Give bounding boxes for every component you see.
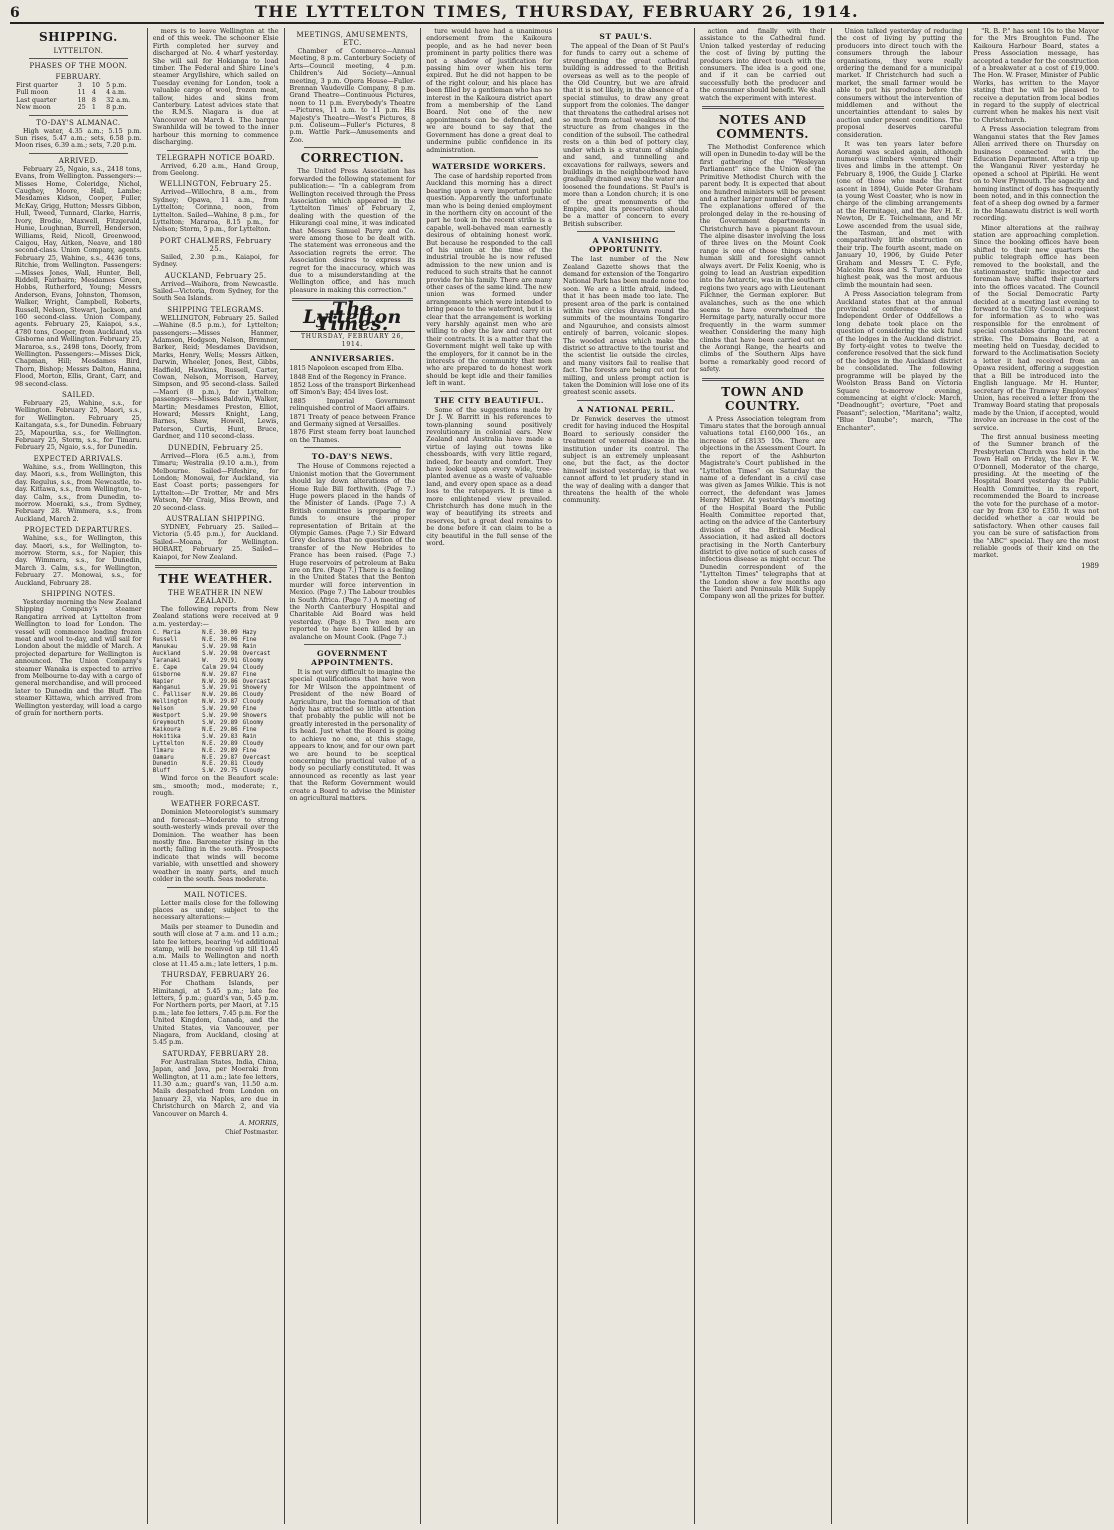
column7-text-2: It was ten years later before Aorangi was scaled again, although numerous climbers ventured their lives and limbs in the attempt. On February 8, 1906, the Guide J. Clarke (one of those who made the first ascent in 1894), Guide Peter Graham (a young West Coaster, who is now in charge of the climbing arrangements at the Hermitage), and the Rev H. E. Newton, Dr E. Teichelmann, and Mr Lowe ascended from the usual side, the Tasman, and met with comparatively little obstruction on their trip. The fourth ascent, made on January 10, 1906, by Guide Peter Graham and Messrs T. C. Fyfe, Malcolm Ross and S. Turner, on the highest peak, was the most arduous climb the mountain had seen. (836, 140, 963, 289)
national-peril-heading: A NATIONAL PERIL. (577, 404, 675, 414)
weather-cell-s: Wanganui (152, 685, 181, 692)
weather-cell-w: S.W. (202, 706, 217, 713)
almanac-heading: TO-DAY'S ALMANAC. (36, 118, 121, 127)
weather-cell-s: Kaikoura (152, 726, 181, 733)
waterside-heading: WATERSIDE WORKERS. (432, 161, 547, 171)
moon-cell-phase: Last quarter (16, 95, 57, 104)
moon-cell-m: 8 p.m. (106, 103, 127, 112)
weather-cell-b: 29.87 (220, 671, 238, 678)
weather-row (153, 734, 279, 741)
weather-cell-s: C. Palliser (152, 692, 192, 699)
column8-text-3: Minor alterations at the railway station are approaching completion. Since the booking offices have been shifted to their new quarters the public telegraph office has been removed to the bookstall, and the stationmaster, traffic inspector and foreman have shifted their quarters into the offices vacated. The Council of the Social Democratic Party decided at a meeting last evening to forward to the City Council a request for information as to who was responsible for the enrolment of special constables during the recent strike. The Domains Board, at a meeting held on Tuesday, decided to forward to the Acclimatisation Society a letter it had received from an Opawa resident, offering a suggestion that a Bill be introduced into the English language. Mr H. Hunter, secretary of the Tramway Employees' Union, has received a letter from the Tramway Board stating that proposals made by the Union, if accepted, would involve an increase in the cost of the service. (973, 223, 1099, 432)
weather-row (153, 706, 279, 713)
divider (440, 391, 538, 392)
australian-shipping-text: SYDNEY, February 25. Sailed—Victoria (5.45 p.m.), for Auckland. Sailed—Moana, for Wellington. HOBART, February 25. Sailed—Kaiapoi, for New Zealand. (152, 522, 279, 561)
moon-cell-h: 1 (91, 103, 96, 112)
city-beautiful-heading: THE CITY BEAUTIFUL. (434, 395, 545, 405)
sailed-heading: SAILED. (61, 391, 95, 400)
weather-cell-b: 29.91 (220, 657, 238, 664)
wellington-text: Arrived—Willochra, 8 a.m., from Sydney; Opawa, 11 a.m., from Lyttelton; Corinna, noon, from Lyttelton. Sailed—Wahine, 8 p.m., for Lyttelton; Mararoa, 8.15 p.m., for Nelson; Storm, 5 p.m., for Lyttelton. (152, 188, 279, 234)
moon-cell-d: 18 (77, 95, 86, 104)
weather-cell-s: Oamaru (152, 754, 174, 761)
shipping-heading: SHIPPING. (39, 30, 118, 44)
weather-cell-c: Rain (242, 733, 257, 740)
moon-cell-m: 5 p.m. (106, 81, 127, 89)
mail-text: Mails per steamer to Dunedin and south will close at 7 a.m. and 11 a.m.; late fee letters, bearing ½d additional stamp, will be received up till 11.45 a.m. Mails to Wellington and north close at 11.45 a.m.; late letters, 1 p.m. (152, 922, 279, 968)
weather-cell-s: Manukau (152, 644, 178, 650)
meetings-text: Chamber of Commerce—Annual Meeting, 8 p.m. Canterbury Society of Arts—Council meeting, 4 p.m. Children's Aid Society—Annual meeting, 3 p.m. Opera House—Fuller-Brennan Vaudeville Company, 8 p.m. Grand Theatre—Continuous Pictures, noon to 11 p.m. Everybody's Theatre—Pictures, 11 a.m. to 11 p.m. His Majesty's Theatre—West's Pictures, 8 p.m. Coliseum—Fuller's Pictures, 8 p.m. Wattle Park—Amusements and Zoo. (289, 47, 416, 144)
saturday-heading: SATURDAY, FEBRUARY 28. (162, 1049, 270, 1058)
moon-cell-h: 8 (91, 95, 96, 104)
weather-cell-w: N.E. (202, 761, 217, 768)
weather-cell-b: 29.91 (220, 685, 238, 692)
weather-row (153, 741, 279, 748)
moon-heading: PHASES OF THE MOON. (29, 62, 128, 70)
weather-cell-c: Cloudy (242, 768, 264, 775)
weather-cell-c: Fine (242, 726, 257, 733)
weather-cell-s: Greymouth (152, 719, 185, 726)
weather-cell-b: 29.89 (220, 740, 238, 747)
thursday-text: For Chatham Islands, per Himitangi, at 5.45 p.m.; late fee letters, 5 p.m.; guard's van, 5.45 p.m. For Northern ports, per Maori, at 7.15 p.m.; late fee letters, 7.45 p.m. For the United Kingdom, Canada, and the United States, via Vancouver, per Niagara, from Auckland, closing at 5.45 p.m. (152, 979, 279, 1047)
weather-cell-w: S.W. (202, 685, 217, 692)
weather-cell-w: N.E. (202, 754, 217, 761)
vanishing-heading: A VANISHING OPPORTUNITY. (589, 236, 663, 255)
auckland-dateline: AUCKLAND, February 25. (164, 271, 267, 280)
weather-cell-w: S.W. (202, 733, 217, 740)
divider (29, 115, 128, 116)
st-pauls-heading: ST PAUL'S. (599, 32, 653, 41)
weather-row (153, 685, 279, 692)
expected-heading: EXPECTED ARRIVALS. (33, 454, 124, 463)
mail-intro: Letter mails close for the following places as under, subject to the necessary alterations:— (152, 898, 279, 922)
telegraph-heading: TELEGRAPH NOTICE BOARD. (156, 153, 275, 162)
weather-note: Wind force on the Beaufort scale: sm., smooth; mod., moderate; r., rough. (152, 774, 279, 798)
weather-cell-w: N.W. (202, 671, 217, 678)
weather-cell-b: 29.98 (220, 644, 238, 650)
column-5 (557, 28, 694, 1524)
weather-cell-w: N.E. (202, 637, 217, 644)
weather-cell-b: 29.87 (220, 699, 238, 706)
column-1 (10, 28, 147, 1524)
month-heading: FEBRUARY. (55, 73, 102, 81)
town-country-heading: TOWN AND COUNTRY. (721, 384, 804, 413)
weather-cell-c: Hazy (242, 630, 257, 637)
weather-cell-c: Overcast (242, 650, 271, 657)
moon-cell-m: 32 a.m. (106, 95, 131, 104)
column7-text-1: Union talked yesterday of reducing the cost of living by putting the producers into direct touch with the consumers through the labour organisations, they were really ordering the demand for a municipal market. If Christchurch had such a market, the small farmer would be able to put his produce before the consumers without the intervention of middlemen and without the uncertainties attendant to sales by auction under present conditions. The proposal deserves careful consideration. (836, 28, 963, 139)
columns (10, 28, 1104, 1524)
flag-date: THURSDAY, FEBRUARY 26, 1914. (290, 331, 416, 350)
weather-cell-c: Cloudy (242, 761, 264, 768)
port-chalmers-text: Sailed, 2.30 p.m., Kaiapoi, for Sydney. (152, 252, 279, 269)
postmaster-name: A. MORRIS, (239, 1119, 279, 1128)
divider (29, 58, 128, 59)
weather-cell-w: N.E. (202, 747, 217, 754)
moon-cell-h: 4 (91, 88, 96, 97)
divider (440, 157, 538, 158)
notes-text: Yesterday morning the New Zealand Shipping Company's steamer Rangatira arrived at Lyttelton from Wellington to load for London. The vessel will commence loading frozen meat and wool to-day, and will sail for London about the middle of March. A projected departure for Wellington is announced. The Union Company's steamer Wanaka is expected to arrive from Melbourne to-day with a cargo of general merchandise, and will proceed later to Dunedin and the Bluff. The steamer Kittawa, which arrived from Wellington yesterday, will load a cargo of grain for northern ports. (15, 597, 142, 718)
weather-subheading: THE WEATHER IN NEW ZEALAND. (168, 588, 264, 605)
weather-cell-b: 29.94 (220, 664, 238, 671)
anniversaries-list (290, 365, 416, 444)
moon-cell-phase: New moon (16, 103, 51, 112)
weather-row (153, 644, 279, 651)
forecast-heading: WEATHER FORECAST. (171, 800, 261, 809)
arrived-text: February 25, Ngaio, s.s., 2418 tons, Evans, from Wellington. Passengers:—Misses Home, Coleridge, Nichol, Caughey, Moore, Hall, Lambe; Mesdames Kidson, Cooper, Fuller, McKay, Grigg, Hutton; Messrs Gibbon, Hull, Tweed, Tunnard, Clarke, Harris, Ivory, Brodie, Maxwell, Fitzgerald, Hume, Loughnan, Burrell, Henderson, Williams, Reid, Nicoll, Greenwood, Caigou, Hay, Aitken, Neave, and 180 second-class. Union Company, agents. February 25, Wahine, s.s., 4436 tons, Ritchie, from Wellington. Passengers:—Misses Jones, Wall, Hunter, Bell, Riddell, Fairbairn; Mesdames Green, Hobbs, Rutherford, Young; Messrs Anderson, Evans, Johnston, Thomson, Walker, Wright, Campbell, Roberts, Russell, Nelson, Stewart, Jackson, and 160 second-class. Union Company, agents. February 25, Kaiapoi, s.s., 4780 tons, Cooper, from Auckland, via Gisborne and Wellington. February 25, Mararoa, s.s., 2498 tons, Doorly, from Wellington. Passengers:—Misses Dick, Chapman, Hill; Mesdames Bird, Thorn, Bishop; Messrs Dalton, Hanna, Flood, Morton, Ellis, Grant, Carr, and 98 second-class. (15, 164, 142, 388)
weather-row (153, 720, 279, 727)
weather-cell-w: Calm (202, 664, 217, 671)
divider (577, 400, 675, 401)
weather-row (153, 637, 279, 644)
weather-row (153, 755, 279, 762)
anniversary-item: 1876 First steam ferry boat launched on the Thames. (289, 428, 416, 444)
weather-cell-s: Auckland (152, 650, 181, 657)
waterside-text: The case of hardship reported from Auckland this morning has a direct bearing upon a very important public question. Apparently the unfortunate man who is being denied employment in the northern city on account of the part he took in the recent strike is a capable, well-behaved man earnestly desirous of obtaining honest work. But because he responded to the call of his union at the time of the industrial trouble he is now refused admission to the new union and is reduced to such straits that he cannot provide for his family. There are many other cases of the same kind. The new union was formed under arrangements which were intended to bring peace to the waterfront, but it is clear that the arrangement is working very harshly against men who are willing to obey the law and carry out their contracts. It is a matter that the Government might well take up with the employers, for it cannot be in the interests of the community that men who are prepared to do honest work should be kept idle and their families left in want. (426, 171, 552, 388)
postmaster-title: Chief Postmaster. (225, 1129, 279, 1137)
correction-text: The United Press Association has forwarded the following statement for publication:— "In a cablegram from Wellington received through the Press Association which appeared in the 'Lyttelton Times' of February 2, dealing with the question of the Hikurangi coal mine, it was indicated that Messrs Samuel Parry and Co. were among those to be dealt with. The statement was erroneous and the Association regrets the error. The Association desires to express its regret for the inaccuracy, which was due to a misunderstanding at the Wellington office, and has much pleasure in making this correction." (289, 167, 416, 294)
moon-cell-h: 10 (91, 81, 100, 89)
editorial-continued: ture would have had a unanimous endorsement from the Kaikoura people, and as he had never been prominent in party politics there was not a shadow of justification for passing him over when his term expired. But he did not happen to be of the right colour, and his place has been filled by a gentleman who has no interest in the Kaikoura district apart from a membership of the Land Board. Not one of the new appointments can be defended, and we are bound to say that the Government has done a great deal to undermine public confidence in its administration. (426, 28, 552, 154)
weather-row (153, 761, 279, 768)
weather-cell-s: Timaru (152, 747, 174, 754)
column-4 (420, 28, 557, 1524)
weather-cell-s: Westport (152, 713, 181, 720)
weather-row (153, 692, 279, 699)
moon-cell-d: 25 (77, 103, 86, 112)
double-divider (702, 378, 824, 381)
sailed-text: February 25, Wahine, s.s., for Wellington. February 25, Maori, s.s., for Wellington. February 25, Kaitangata, s.s., for Dunedin. February 25, Mapourika, s.s., for Wellington. February 25, Storm, s.s., for Timaru. February 25, Ngaio, s.s., for Dunedin. (15, 399, 142, 452)
weather-cell-b: 29.90 (220, 713, 238, 720)
weather-row (153, 651, 279, 658)
column-2 (147, 28, 284, 1524)
weather-cell-c: Fine (242, 637, 257, 644)
weather-cell-c: Rain (242, 644, 257, 650)
notes-heading: SHIPPING NOTES. (41, 589, 116, 598)
page-number: 6 (10, 5, 20, 21)
divider (167, 150, 265, 151)
weather-heading: THE WEATHER. (158, 571, 273, 586)
column6-lead: action and finally with their assistance to the Cathedral fund. Union talked yesterday of reducing the cost of living by putting the producers into direct touch with the consumers. The idea is a good one, and if it can be carried out successfully both the producer and the consumer should benefit. We shall watch the experiment with interest. (699, 28, 826, 102)
weather-cell-c: Cloudy (242, 664, 264, 671)
weather-row (153, 630, 279, 637)
column8-text-1: "R. B. P." has sent 10s to the Mayor for the Mrs Broughton Fund. The Kaikoura Harbour Board, states a Press Association message, has accepted a tender for the construction of a breakwater at a cost of £19,000. The Hon. W. Fraser, Minister of Public Works, has written to the Mayor stating that he will be pleased to receive a deputation from local bodies in regard to the supply of electrical current when he makes his next visit to Christchurch. (973, 28, 1099, 124)
weather-cell-b: 30.09 (220, 630, 238, 637)
divider (304, 147, 402, 148)
weather-cell-w: W. (202, 657, 210, 664)
city-beautiful-text: Some of the suggestions made by Dr J. W. Barritt in his references to town-planning sound positively revolutionary in colonial ears. New Zealand and Australia have made a virtue of laying out towns like chessboards, with very little regard, indeed, for beauty and comfort. They have looked upon every wide, tree-planted avenue as a waste of valuable land, and every open space as a dead loss to the ratepayers. It is time a more enlightened view prevailed. Christchurch has done much in the way of beautifying its streets and reserves, but a great deal remains to be done before it can claim to be a city beautiful in the full sense of the word. (426, 405, 552, 547)
weather-cell-b: 29.98 (220, 650, 238, 657)
weather-cell-w: N.W. (202, 699, 217, 706)
weather-cell-b: 29.83 (220, 733, 238, 740)
weather-row (153, 699, 279, 706)
weather-cell-c: Fine (242, 671, 257, 678)
weather-cell-c: Fine (242, 747, 257, 754)
weather-cell-c: Cloudy (242, 740, 264, 747)
weather-cell-w: S.W. (202, 644, 217, 650)
divider (167, 887, 265, 888)
telegraph-text: Arrived, 6.20 a.m., Hand Group, from Geelong. (152, 161, 279, 177)
double-divider (155, 565, 277, 568)
wellington-dateline: WELLINGTON, February 25. (159, 180, 272, 189)
correction-heading: CORRECTION. (300, 151, 405, 166)
weather-row (153, 748, 279, 755)
page-header (10, 2, 1104, 24)
weather-cell-w: S.W. (202, 650, 217, 657)
projected-text: Wahine, s.s., for Wellington, this day. Maori, s.s., for Wellington, to-morrow. Storm, s.s., for Napier, this day. Wimmera, s.s., for Dunedin, March 3. Calm, s.s., for Wellington, February 27. Monowai, s.s., for Auckland, February 28. (15, 534, 142, 587)
weather-cell-b: 29.90 (220, 706, 238, 713)
weather-cell-b: 29.75 (220, 768, 238, 775)
weather-cell-b: 29.86 (220, 692, 238, 699)
divider (29, 153, 128, 154)
weather-cell-s: E. Cape (152, 664, 178, 671)
weather-cell-s: Russell (152, 637, 178, 644)
arrived-heading: ARRIVED. (58, 156, 99, 165)
weather-cell-c: Gloomy (242, 657, 264, 664)
column8-text-4: The first annual business meeting of the Sumner branch of the Presbyterian Church was held in the Town Hall on Friday, the Rev F. W. O'Donnell, Moderator of the charge, presiding. At the meeting of the Hospital Board yesterday the Public Health Committee, in its report, recommended the Board to increase the vote for the purchase of a motor-car by from £30 to £350. It was not decided whether a car would be satisfactory. When other causes fail you can be sure of satisfaction from the "ABC" special. They are the most reliable goods of their kind on the market. (973, 432, 1099, 560)
dunedin-dateline: DUNEDIN, February 25. (167, 443, 264, 452)
weather-cell-w: S.W. (202, 713, 217, 720)
mail-heading: MAIL NOTICES. (183, 890, 248, 899)
vanishing-text: The last number of the New Zealand Gazette shows that the demand for extension of the Tongariro National Park has been made none too soon. We are a little afraid, indeed, that it has been made too late. The present area of the park is contained within two circles drawn round the summits of the mountains Tongariro and Ngauruhoe, and consists almost entirely of barren, volcanic slopes. The wooded areas which make the district so attractive to the tourist and the scientist lie outside the circles, and many visitors fail to realise that fact. The forests are being cut out for milling, and unless prompt action is taken the Dominion will lose one of its greatest scenic assets. (563, 255, 689, 397)
expected-text: Wahine, s.s., from Wellington, this day. Maori, s.s., from Wellington, this day. Regulus, s.s., from Newcastle, to-day. Kittawa, s.s., from Wellington, to-day. Calm, s.s., from Dunedin, to-morrow. Moeraki, s.s., from Sydney, February 28. Wimmera, s.s., from Auckland, March 2. (15, 462, 142, 523)
weather-cell-w: N.E. (202, 740, 217, 747)
column-8 (967, 28, 1104, 1524)
weather-cell-c: Overcast (242, 754, 271, 761)
weather-cell-w: N.W. (202, 692, 217, 699)
port-heading: LYTTELTON. (53, 47, 104, 55)
moon-cell-m: 4 a.m. (106, 88, 127, 97)
column-6 (694, 28, 831, 1524)
weather-row (153, 672, 279, 679)
port-chalmers-dateline: PORT CHALMERS, February 25. (159, 236, 272, 253)
weather-cell-w: S.W. (202, 768, 217, 775)
double-divider (702, 106, 824, 109)
weather-row (153, 727, 279, 734)
weather-table (153, 630, 279, 775)
weather-row (153, 665, 279, 672)
moon-cell-d: 3 (77, 81, 82, 89)
weather-cell-s: Wellington (152, 699, 188, 706)
weather-cell-s: Napier (152, 678, 174, 685)
divider (304, 447, 402, 448)
government-text: It is not very difficult to imagine the special qualifications that have won for Mr Wilson the appointment of President of the new Board of Agriculture, but the formation of that body has attracted so little attention that probably the public will not be greatly interested in the personality of its head. Just what the Board is going to achieve no one, at this stage, appears to know, and for our own part we are bound to be sceptical concerning the practical value of a body so peculiarly constituted. It was announced as recently as last year that the Reform Government would create a Board to advise the Minister on agricultural matters. (289, 668, 416, 802)
weather-cell-c: Gloomy (242, 719, 264, 726)
weather-cell-w: N.W. (202, 678, 217, 685)
weather-cell-c: Overcast (242, 678, 271, 685)
national-peril-text: Dr Fenwick deserves the utmost credit for having induced the Hospital Board to seriously consider the treatment of venereal disease in the institution under its control. The subject is an extremely unpleasant one, but the fact, as the doctor himself insisted yesterday, is that we cannot afford to let prudery stand in the way of dealing with a danger that threatens the health of the whole community. (563, 414, 689, 505)
footer-number: 1989 (1081, 561, 1099, 570)
weather-row (153, 658, 279, 665)
telegrams-text: WELLINGTON, February 25. Sailed—Wahine (8.5 p.m.), for Lyttelton; passengers:—Misses Hanmer, Adamson, Hodgson, Nelson, Bremner, Barker, Reid; Mesdames Davidson, Marks, Henry, Wells; Messrs Aitken, Darwin, Wheeler, Jones, Best, Gibbs, Hadfield, Hawkins, Russell, Carter, Cowan, Nelson, Morrison, Harvey, Simpson, and 95 second-class. Sailed—Maori (8 p.m.), for Lyttelton; passengers:—Misses Baldwin, Walker, Martin; Mesdames Preston, Elliot, Howard; Messrs Knight, Lang, Barnes, Shaw, Howell, Lewis, Paterson, Curtis, Hunt, Bruce, Gardner, and 110 second-class. (152, 313, 279, 441)
anniversary-item: 1815 Napoleon escaped from Elba. (289, 364, 404, 373)
town-country-text: A Press Association telegram from Timaru states that the borough annual valuations total £160,000 16s., an increase of £8135 10s. There are objections in the Assessment Court. In the report of the Ashburton Magistrate's Court published in the "Lyttelton Times" on Saturday the name of a defendant in a civil case was given as James Wilkie. This is not correct, the defendant was James Henry Miller. At yesterday's meeting of the Hospital Board the Public Health Committee reported that, acting on the advice of the Canterbury division of the British Medical Association, it had asked all doctors practising in the North Canterbury district to give notice of such cases of infectious disease as might occur. The Dunedin correspondent of the "Lyttelton Times" telegraphs that at the London show a few months ago the Taieri and Peninsula Milk Supply Company won all the prizes for butter. (699, 414, 826, 601)
todays-news-text: The House of Commons rejected a Unionist motion that the Government should lay down alterations of the Home Rule Bill forthwith. (Page 7.) Huge powers placed in the hands of the Minister of Lands. (Page 7.) A British committee is preparing for funds to ensure the proper representation of Britain at the Olympic Games. (Page 7.) Sir Edward Grey declares that no question of the transfer of the New Hebrides to France has been raised. (Page 7.) Huge reservoirs of petroleum at Baku are on fire. (Page 7.) There is a feeling in the United States that the Benton murder will force intervention in Mexico. (Page 7.) The Labour troubles in South Africa. (Page 7.) A meeting of the North Canterbury Hospital and Charitable Aid Board was held yesterday. (Page 8.) Two men are reported to have been killed by an avalanche on Mount Cook. (Page 7.) (289, 462, 416, 641)
dunedin-text: Arrived—Flora (6.5 a.m.), from Timaru; Westralia (9.10 a.m.), from Melbourne. Sailed—Fifeshire, for London; Monowai, for Auckland, via East Coast ports; passengers for Lyttelton:—Dr Trotter, Mr and Mrs Watson, Mr Craig, Miss Brown, and 20 second-class. (152, 451, 279, 512)
shipping-continued: mers is to leave Wellington at the end of this week. The schooner Elsie Firth completed her survey and discharged at No. 4 wharf yesterday. She will sail for Hokianga to load timber. The Federal and Shire Line's steamer Argyllshire, which sailed on Tuesday evening for London, took a valuable cargo of wool, frozen meat, tallow, hides and skins from Canterbury. Latest advices state that the R.M.S. Niagara is due at Vancouver on March 4. The barque Swanhilda will be towed to the inner harbour this morning to commence discharging. (152, 28, 279, 147)
weather-cell-s: Nelson (152, 706, 174, 713)
weather-row (153, 679, 279, 686)
weather-cell-w: S.W. (202, 719, 217, 726)
weather-cell-s: Taranaki (152, 657, 181, 664)
projected-heading: PROJECTED DEPARTURES. (24, 526, 133, 535)
weather-row (153, 713, 279, 720)
notes-comments-text: The Methodist Conference which will open in Dunedin to-day will be the first gathering of the "Wesleyan Parliament" since the Union of the Primitive Methodist Church with the parent body. It is expected that about one hundred ministers will be present and a rather larger number of laymen. The explanations offered of the prolonged delay in the re-housing of the Government departments in Christchurch have a piquant flavour. The alpine disaster involving the loss of three lives on the Mount Cook range is one of those things which human skill and foresight cannot always avert. Dr Felix Koenig, who is going to lead an Austrian expedition into the Antarctic, was in the southern regions two years ago with Lieutenant Filchner, the German explorer. But avalanches, such as the one which seems to have overwhelmed the Hermitage party, naturally occur more frequently in the warm summer weather. Considering the many high climbs that have been carried out on the Aorangi Range, the hearts and climbs of the Southern Alps have borne a remarkably good record of safety. (699, 143, 826, 374)
moon-cell-phase: Full moon (16, 88, 49, 97)
st-pauls-text: The appeal of the Dean of St Paul's for funds to carry out a scheme of strengthening the great cathedral building is addressed to the British overseas as well as to the people of the Old Country, but we are afraid that it is not likely, in the absence of a special stimulus, to draw any great support from the colonies. The danger that threatens the cathedral arises not so much from actual weakness of the structure as from changes in the condition of the subsoil. The cathedral rests on a thin bed of pottery clay, under which is a stratum of shingle and sand, and tunnelling and excavations for railways, sewers and buildings in the neighbourhood have gradually drained away the water and loosened the foundations. St Paul's is more than a London church; it is one of the great monuments of the Empire, and its preservation should be a matter of concern to every British subscriber. (563, 42, 689, 228)
weather-cell-s: Lyttelton (152, 740, 185, 747)
weather-cell-w: N.E. (202, 726, 217, 733)
weather-cell-b: 29.87 (220, 754, 238, 761)
anniversary-item: 1871 Treaty of peace between France and Germany signed at Versailles. (289, 412, 416, 429)
column7-text-3: A Press Association telegram from Auckland states that at the annual provincial conference of the Independent Order of Oddfellows a long debate took place on the question of considering the sick fund of the lodges in the Auckland district. By forty-eight votes to twelve the conference resolved that the sick fund of the lodges in the Auckland district be consolidated. The following programme will be played by the Woolston Brass Band on Victoria Square to-morrow evening, commencing at eight o'clock: March, "Deadnought"; overture, "Poet and Peasant"; selection, "Maritana"; waltz, "Blue Danube"; march, "The Enchanter". (836, 290, 963, 432)
todays-news-heading: TO-DAY'S NEWS. (311, 452, 393, 462)
moon-phase-row (15, 104, 142, 111)
saturday-text: For Australian States, India, China, Japan, and Java, per Moeraki from Wellington, at 11 a.m.; late fee letters, 11.30 a.m.; guard's van, 11.50 a.m. Mails despatched from London on January 23, via Naples, are due in Christchurch on March 2, and via Vancouver on March 4. (152, 1057, 279, 1118)
meetings-heading: MEETINGS, AMUSEMENTS, ETC. (296, 31, 409, 47)
weather-cell-b: 29.81 (220, 761, 238, 768)
weather-cell-b: 29.86 (220, 726, 238, 733)
australian-shipping-heading: AUSTRALIAN SHIPPING. (166, 514, 266, 523)
divider (577, 231, 675, 232)
notes-comments-heading: NOTES AND COMMENTS. (716, 113, 809, 142)
newspaper-flag: The Lyttelton Times. (303, 298, 402, 335)
anniversary-item: 1848 End of the Regency in France. (289, 372, 407, 381)
anniversary-item: 1885 Imperial Government relinquished control of Maori affairs. (289, 396, 416, 413)
weather-cell-b: 30.06 (220, 637, 238, 644)
almanac-text: High water, 4.35 a.m.; 5.15 p.m. Sun rises, 5.47 a.m.; sets, 6.58 p.m. Moon rises, 6.39 a.m.; sets, 7.20 p.m. (15, 126, 142, 150)
forecast-text: Dominion Meteorologist's summary and forecast:—Moderate to strong south-westerly winds prevail over the Dominion. The weather has been mostly fine. Barometer rising in the north; falling in the south. Prospects indicate that winds will become variable, with unsettled and showery weather in many parts, and much colder in the south. Seas moderate. (152, 808, 279, 884)
government-heading: GOVERNMENT APPOINTMENTS. (311, 649, 394, 668)
weather-cell-c: Cloudy (242, 692, 264, 699)
divider (304, 644, 402, 645)
weather-cell-s: Hokitika (152, 733, 181, 740)
weather-cell-c: Showery (242, 685, 267, 692)
column8-text-2: A Press Association telegram from Wanganui states that the Rev James Allen arrived there on Thursday on business connected with the Education Department. After a trip up the Wanganui River yesterday he opened a school at Pipiriki. He went on to New Plymouth. The sagacity and homing instinct of dogs has frequently been noted, and in this connection the feat of a sheep dog owned by a farmer in the Manawatu district is well worth recording. (973, 125, 1099, 223)
moon-phases-table (15, 82, 142, 112)
column-3 (284, 28, 421, 1524)
weather-cell-b: 29.89 (220, 747, 238, 754)
telegrams-heading: SHIPPING TELEGRAMS. (167, 305, 265, 314)
anniversaries-heading: ANNIVERSARIES. (310, 354, 395, 364)
weather-cell-c: Fine (242, 706, 257, 713)
weather-cell-s: Bluff (152, 768, 171, 775)
column-7 (831, 28, 968, 1524)
weather-cell-s: Dunedin (152, 761, 178, 768)
weather-cell-c: Showers (242, 713, 267, 720)
anniversary-item: 1852 Loss of the transport Birkenhead off Simon's Bay; 454 lives lost. (289, 381, 416, 397)
weather-cell-s: C. Maria (152, 630, 181, 637)
moon-cell-phase: First quarter (16, 81, 58, 89)
masthead: THE LYTTELTON TIMES, THURSDAY, FEBRUARY 26, 1914. (254, 2, 860, 21)
auckland-text: Arrived—Waihora, from Newcastle. Sailed—Victoria, from Sydney, for the South Sea Islands. (152, 279, 279, 303)
weather-cell-b: 29.86 (220, 678, 238, 685)
weather-cell-b: 29.89 (220, 719, 238, 726)
moon-cell-d: 11 (77, 88, 86, 97)
weather-cell-s: Gisborne (152, 671, 181, 678)
weather-cell-w: N.E. (202, 630, 217, 637)
weather-cell-c: Cloudy (242, 699, 264, 706)
thursday-heading: THURSDAY, FEBRUARY 26. (161, 971, 270, 980)
weather-intro: The following reports from New Zealand stations were received at 9 a.m. yesterday:— (152, 604, 279, 628)
